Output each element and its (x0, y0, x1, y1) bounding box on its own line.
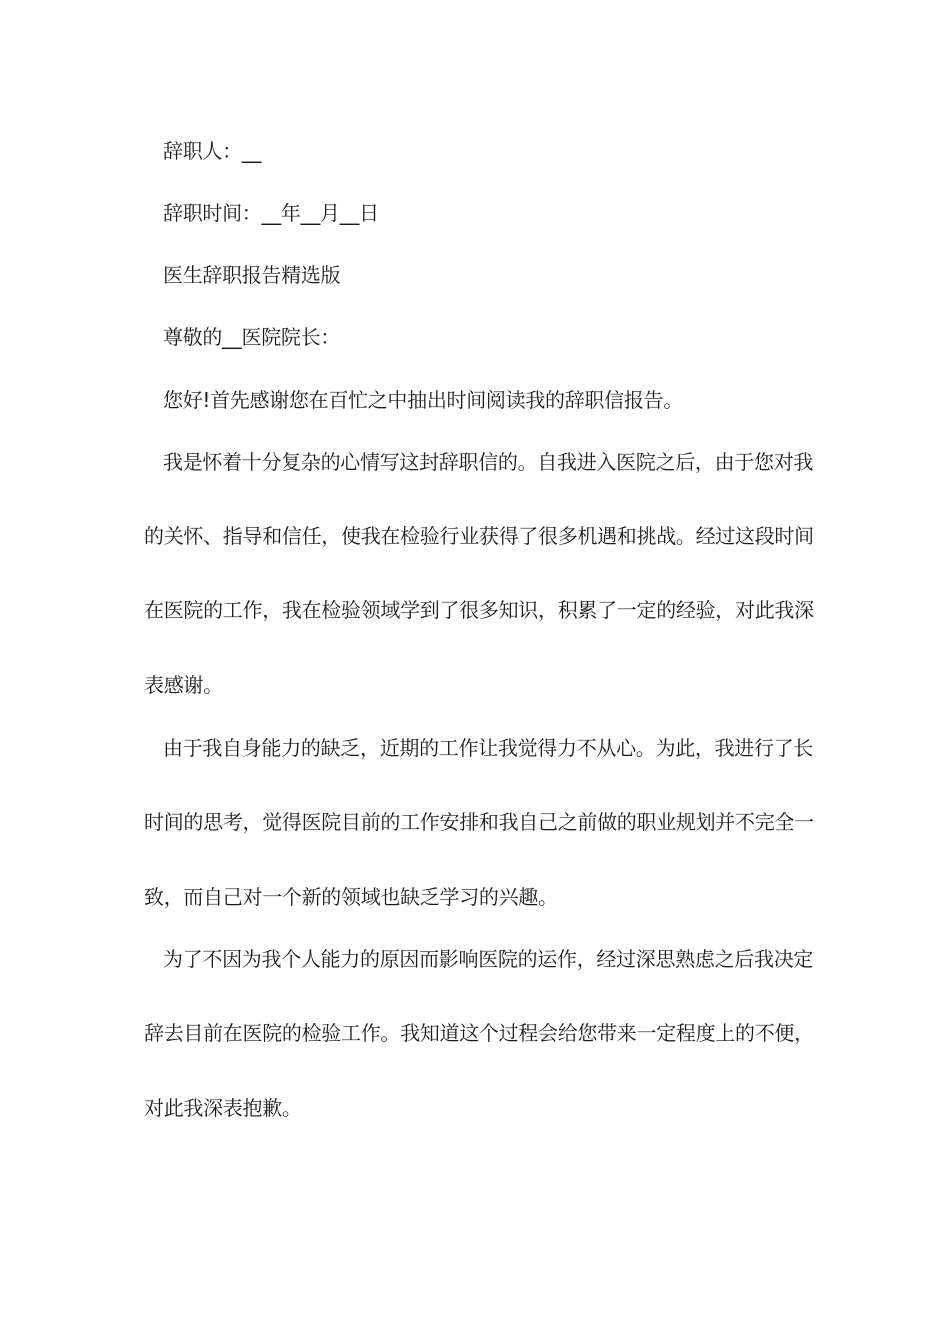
paragraph-1-line-4: 表感谢。 (144, 673, 223, 697)
paragraph-1-line-3: 在医院的工作，我在检验领域学到了很多知识，积累了一定的经验，对此我深 (144, 598, 814, 622)
document-title: 医生辞职报告精选版 (163, 263, 341, 287)
resignation-date-field: 辞职时间：__年__月__日 (163, 201, 379, 225)
greeting-line: 您好!首先感谢您在百忙之中抽出时间阅读我的辞职信报告。 (163, 388, 683, 412)
paragraph-2-line-1: 由于我自身能力的缺乏，近期的工作让我觉得力不从心。为此，我进行了长 (163, 736, 814, 760)
paragraph-2-line-3: 致，而自己对一个新的领域也缺乏学习的兴趣。 (144, 885, 558, 909)
paragraph-1-line-2: 的关怀、指导和信任，使我在检验行业获得了很多机遇和挑战。经过这段时间 (144, 524, 814, 548)
paragraph-1-line-1: 我是怀着十分复杂的心情写这封辞职信的。自我进入医院之后，由于您对我 (163, 450, 814, 474)
resigner-field: 辞职人：__ (163, 139, 262, 163)
paragraph-3-line-3: 对此我深表抱歉。 (144, 1096, 302, 1120)
paragraph-2-line-2: 时间的思考，觉得医院目前的工作安排和我自己之前做的职业规划并不完全一 (144, 810, 814, 834)
paragraph-3-line-2: 辞去目前在医院的检验工作。我知道这个过程会给您带来一定程度上的不便， (144, 1021, 814, 1045)
paragraph-3-line-1: 为了不因为我个人能力的原因而影响医院的运作，经过深思熟虑之后我决定 (163, 947, 814, 971)
salutation: 尊敬的__医院院长： (163, 325, 340, 349)
